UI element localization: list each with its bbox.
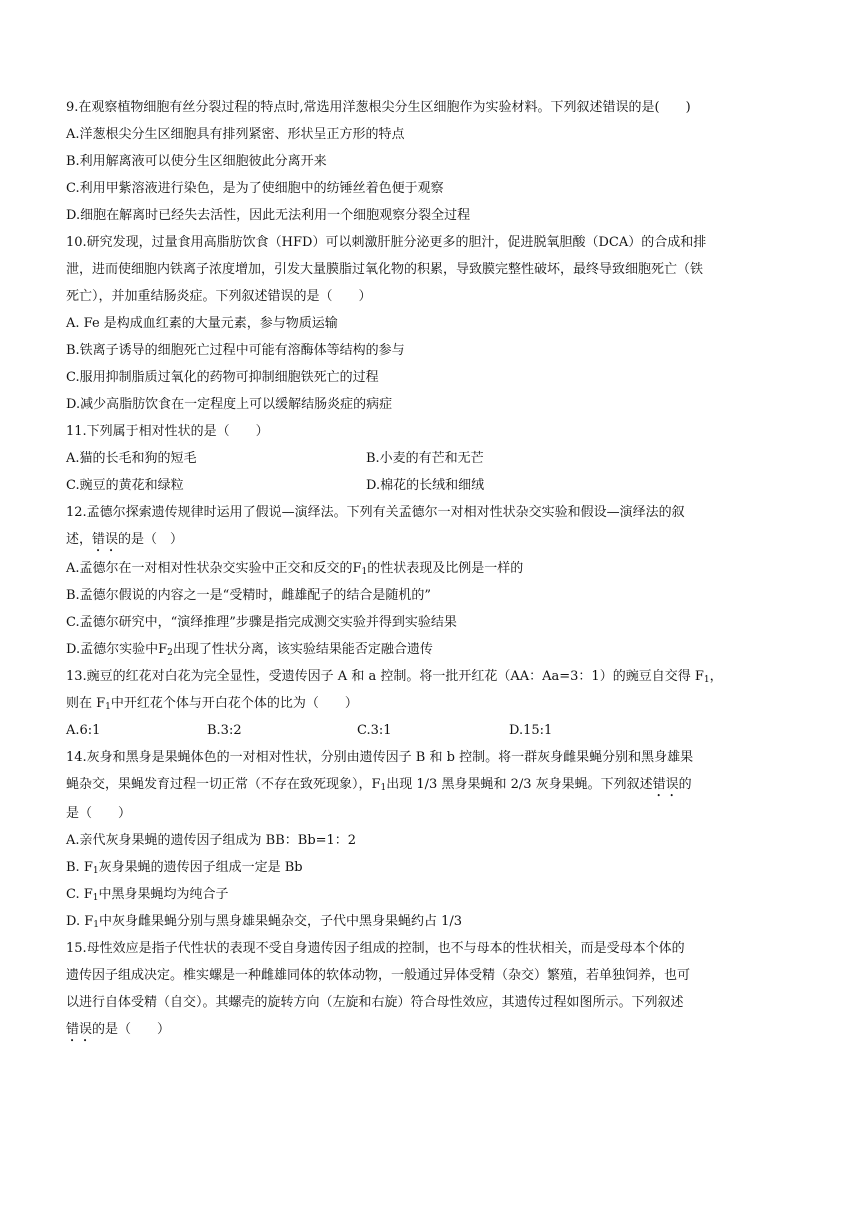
q14-option-d <box>66 913 796 931</box>
q15-stem-line2: 遗传因子组成决定。椎实螺是一种雌雄同体的软体动物，一般通过异体受精（杂交）繁殖，若单独饲养，也可 <box>66 968 691 983</box>
q11-option-c: C.豌豆的黄花和绿粒 <box>66 478 184 493</box>
q12-option-d-rest: 出现了性状分离，该实验结果能否定融合遗传 <box>172 642 433 657</box>
q14-option-b-sub: 1 <box>92 866 99 876</box>
q14-stem2-rest: 的 <box>678 777 692 792</box>
q12-option-d-text: D.孟德尔实验中F <box>66 642 168 657</box>
q14-option-d-rest: 中灰身雌果蝇分别与黑身雄果蝇杂交，子代中黑身果蝇约占 1/3 <box>98 914 463 929</box>
q12-stem-line2 <box>66 531 796 555</box>
q13-option-c: C.3:1 <box>357 723 392 738</box>
q14-option-b-text: B. F <box>66 860 93 875</box>
q10-stem-line3: 死亡），并加重结肠炎症。下列叙述错误的是（ ） <box>66 289 372 304</box>
q11-option-d: D.棉花的长绒和细绒 <box>366 478 485 493</box>
q14-stem2-sub: 1 <box>380 783 387 793</box>
q14-stem2-mid: 出现 1/3 黑身果蝇和 2/3 灰身果蝇。下列叙述 <box>386 777 653 792</box>
q14-option-d-sub: 1 <box>93 920 99 930</box>
q14-stem-line2 <box>66 776 796 800</box>
q14-option-c-rest: 中黑身果蝇均为纯合子 <box>98 887 229 902</box>
q14-option-b <box>66 859 796 877</box>
q13-stem-line2 <box>66 695 796 713</box>
q12-stem-line1: 12.孟德尔探索遗传规律时运用了假说—演绎法。下列有关孟德尔一对相对性状杂交实验和假设—演绎法的叙 <box>66 505 685 520</box>
q10-option-c: C.服用抑制脂质过氧化的药物可抑制细胞铁死亡的过程 <box>66 370 379 385</box>
q13-option-d: D.15:1 <box>509 723 553 738</box>
q9-option-d: D.细胞在解离时已经失去活性，因此无法利用一个细胞观察分裂全过程 <box>66 208 471 223</box>
q15-stem-line1: 15.母性效应是指子代性状的表现不受自身遗传因子组成的控制，也不与母本的性状相关，而是受母本个体的 <box>66 941 685 956</box>
q9-stem: 9.在观察植物细胞有丝分裂过程的特点时,常选用洋葱根尖分生区细胞作为实验材料。下列叙述错误的是( ) <box>66 100 691 115</box>
q15-stem-line4 <box>66 1021 796 1045</box>
q12-option-b: B.孟德尔假说的内容之一是“受精时，雌雄配子的结合是随机的” <box>66 588 431 603</box>
q12-option-a <box>66 560 796 578</box>
q13-stem-sub: 1 <box>703 675 710 685</box>
q12-option-d <box>66 641 796 659</box>
q14-option-b-rest: 灰身果蝇的遗传因子组成一定是 Bb <box>98 860 303 875</box>
q15-stem4-rest: 的是（ ） <box>92 1022 171 1037</box>
q12-stem-post: 的是（ ） <box>118 532 184 547</box>
q13-stem-rest: ， <box>709 669 723 684</box>
q12-stem-pre: 述， <box>66 532 93 547</box>
q13-stem2-sub: 1 <box>105 702 111 712</box>
q9-option-c: C.利用甲紫溶液进行染色，是为了使细胞中的纺锤丝着色便于观察 <box>66 181 444 196</box>
q12-emphasis-error: 错误 <box>92 532 119 547</box>
q14-emphasis-error: 错误 <box>652 777 679 792</box>
q14-option-c <box>66 886 796 904</box>
q13-option-b: B.3:2 <box>207 723 242 738</box>
q14-option-c-sub: 1 <box>92 893 99 903</box>
q10-option-b: B.铁离子诱导的细胞死亡过程中可能有溶酶体等结构的参与 <box>66 343 405 358</box>
q13-stem2-rest: 中开红花个体与开白花个体的比为（ ） <box>110 696 358 711</box>
q10-option-a: A. Fe 是构成血红素的大量元素，参与物质运输 <box>66 316 338 331</box>
q14-stem-line1: 14.灰身和黑身是果蝇体色的一对相对性状，分别由遗传因子 B 和 b 控制。将一群灰身雌果蝇分别和黑身雄果 <box>66 750 694 765</box>
q13-stem2-text: 则在 F <box>66 696 106 711</box>
q14-option-c-text: C. F <box>66 887 93 902</box>
q13-option-a: A.6:1 <box>66 723 101 738</box>
q14-stem2-text: 蝇杂交，果蝇发育过程一切正常（不存在致死现象），F <box>66 777 381 792</box>
q13-stem-line1 <box>66 668 796 686</box>
q14-stem-line3: 是（ ） <box>66 806 132 821</box>
q9-option-a: A.洋葱根尖分生区细胞具有排列紧密、形状呈正方形的特点 <box>66 127 405 142</box>
q13-stem-text: 13.豌豆的红花对白花为完全显性，受遗传因子 A 和 a 控制。将一批开红花（AA：Aa=3：1）的豌豆自交得 F <box>66 669 704 684</box>
q12-option-a-sub: 1 <box>361 567 368 577</box>
q14-option-a: A.亲代灰身果蝇的遗传因子组成为 BB：Bb=1：2 <box>66 833 357 848</box>
q12-option-a-rest: 的性状表现及比例是一样的 <box>367 561 524 576</box>
q12-option-c: C.孟德尔研究中，“演绎推理”步骤是指完成测交实验并得到实验结果 <box>66 615 457 630</box>
q15-stem-line3: 以进行自体受精（自交）。其螺壳的旋转方向（左旋和右旋）符合母性效应，其遗传过程如图所示。下列叙述 <box>66 995 684 1010</box>
q11-option-a: A.猫的长毛和狗的短毛 <box>66 451 197 466</box>
q12-option-a-text: A.孟德尔在一对相对性状杂交实验中正交和反交的F <box>66 561 362 576</box>
q12-option-d-sub: 2 <box>167 648 173 658</box>
q9-option-b: B.利用解离液可以使分生区细胞彼此分离开来 <box>66 154 327 169</box>
q15-emphasis-error: 错误 <box>66 1022 93 1037</box>
q11-stem: 11.下列属于相对性状的是（ ） <box>66 424 269 439</box>
q10-stem-line2: 泄，进而使细胞内铁离子浓度增加，引发大量膜脂过氧化物的积累，导致膜完整性破坏，最终导致细胞死亡（铁 <box>66 262 704 277</box>
q10-stem-line1: 10.研究发现，过量食用高脂肪饮食（HFD）可以刺激肝脏分泌更多的胆汁，促进脱氧胆酸（DCA）的合成和排 <box>66 235 707 250</box>
q14-option-d-text: D. F <box>66 914 94 929</box>
q11-option-b: B.小麦的有芒和无芒 <box>366 451 484 466</box>
q10-option-d: D.减少高脂肪饮食在一定程度上可以缓解结肠炎症的病症 <box>66 397 393 412</box>
